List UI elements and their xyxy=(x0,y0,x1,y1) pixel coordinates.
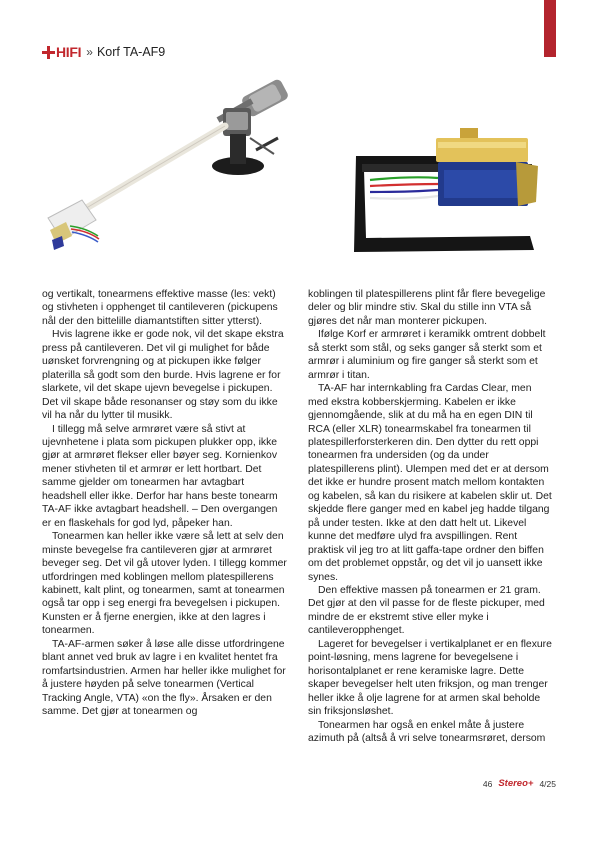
breadcrumb-separator: » xyxy=(86,45,93,59)
page-footer xyxy=(483,778,556,789)
logo-text: HIFI xyxy=(56,44,82,60)
issue-number: 4/25 xyxy=(539,778,556,789)
paragraph: og vertikalt, tonearmens effektive masse (les: vekt) og stivheten i opphenget til cantileveren (pickupens nål der den bittelille diamantstiften sitter ytterst). xyxy=(42,289,278,327)
paragraph: TA-AF har internkabling fra Cardas Clear, men med ekstra kobberskjerming. Kabelen er ikke gjennomgående, slik at du må ha en egen DIN til RCA (eller XLR) tonearmskabel fra tonearmen til platespillerforsterkeren din. Den dytter du rett oppi tonearmen fra undersiden (og da under platespillerens plint). Ulempen med det er at dersom det ikke er hundre prosent match mellom kontakten og kabelen, så kan du risikere at kabelen sklir ut. Det skjedde flere ganger med en kabel jeg hadde tilgang på under testen. Ikke at den datt helt ut. Likevel kunne det medføre ulyd fra avspillingen. Rent praktisk vil jeg tro at litt gaffa-tape ordner den biffen om det problemet oppstår, og det vil jo uansett ikke synes. xyxy=(308,383,552,583)
section-header xyxy=(42,42,165,62)
page-number: 46 xyxy=(482,778,493,789)
plus-icon xyxy=(42,46,55,59)
article-title: Korf TA-AF9 xyxy=(96,45,166,59)
paragraph: Tonearmen har også en enkel måte å justere azimuth på (altså å vri selve tonearmsrøret, dersom xyxy=(308,719,546,744)
paragraph: Den effektive massen på tonearmen er 21 gram. Det gjør at den vil passe for de fleste pickuper, med mindre de er ekstremt stive eller myke i cantileveropphenget. xyxy=(308,584,545,637)
tonearm-photo xyxy=(38,68,298,268)
left-text-column xyxy=(42,288,288,719)
paragraph: Tonearmen kan heller ikke være så lett at selv den minste bevegelse fra cantileveren gjør at armrøret beveger seg. Det vil gå utover lyden. I tillegg kommer utfordringen med koblingen mellom platespillerens kabinett, kalt plint, og tonearmen, samt at tonearmen også tar opp i seg energi fra bevegelsen i pickupen. Kunsten er å fjerne energien, ikke at den lagres i tonearmen. xyxy=(42,531,287,637)
paragraph: koblingen til platespillerens plint får flere bevegelige deler og blir mindre stiv. Skal du stille inn VTA så gjøres det når man monterer pickupen. xyxy=(308,289,546,327)
paragraph: TA-AF-armen søker å løse alle disse utfordringene blant annet ved bruk av lagre i en kvalitet hentet fra romfartsindustrien. Armen har heller ikke mulighet for å justere høyden på selve tonearmen (Vertical Tracking Angle, VTA) «on the fly». Årsaken er den samme. Det gjør at tonearmen og xyxy=(42,638,286,718)
paragraph: Lageret for bevegelser i vertikalplanet er en flexure point-løsning, mens lagrene for bevegelsene i horisontalplanet er rene keramiske lagre. Dette skaper bevegelser helt uten friksjon, og man trenger heller ikke å olje lagrene for at armen skal beholde sin friksjonsløshet. xyxy=(308,638,552,718)
paragraph: Ifølge Korf er armrøret i keramikk omtrent dobbelt så sterkt som stål, og seks ganger så sterkt som et armrør i aluminium og fire ganger så sterkt som et armrør i titan. xyxy=(308,329,546,381)
hifi-logo xyxy=(42,44,81,60)
paragraph: I tillegg må selve armrøret være så stivt at ujevnhetene i plata som pickupen plukker opp, ikke gjør at armrøret flekser eller bøyer seg. Kornienkov mener stivheten til et armrør er lett hortbart. Det samme gjelder om tonearmen har avtagbart headshell eller ikke. Derfor har hans beste tonearm TA-AF ikke avtagbart headshell. – Den overgangen er en flaskehals for god lyd, påpeker han. xyxy=(42,423,278,529)
right-text-column xyxy=(308,288,554,745)
section-tab xyxy=(544,0,556,57)
magazine-logo: Stereo+ xyxy=(498,778,534,789)
paragraph: Hvis lagrene ikke er gode nok, vil det skape ekstra press på cantileveren. Det vil gi mulighet for både uønsket forvrengning og at pickupen ikke følger platerilla så godt som den burde. Hvis lagrene er for slarkete, vil det skape ujevn bevegelse i pickupen. Det vil skape både resonanser og støy som du ikke vil ha når du lytter til musikk. xyxy=(42,329,284,422)
headshell-closeup-photo xyxy=(340,118,558,268)
